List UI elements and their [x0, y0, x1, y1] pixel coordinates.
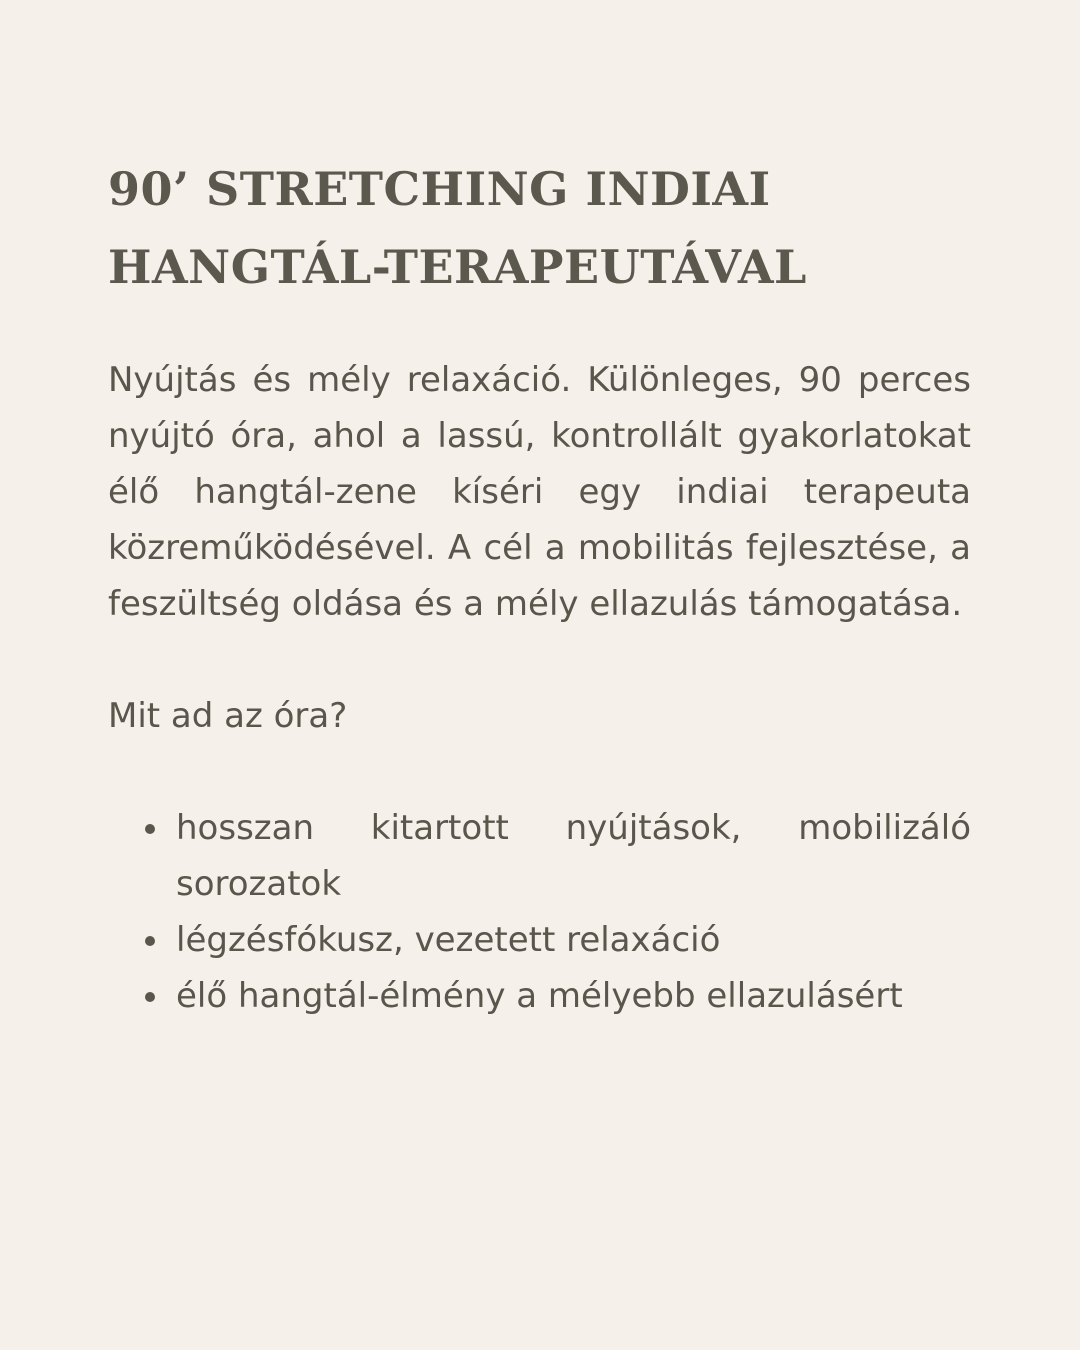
post-content: [108, 150, 971, 1024]
list-item: [108, 968, 971, 1024]
list-item: [108, 912, 971, 968]
list-item-text: légzésfókusz, vezetett relaxáció: [176, 920, 721, 960]
list-item-text: élő hangtál-élmény a mélyebb ellazulásért: [176, 976, 903, 1016]
section-question: Mit ad az óra?: [108, 696, 348, 736]
benefits-list: [108, 800, 971, 1024]
page-title: [108, 150, 971, 306]
title-line-2: HANGTÁL-TERAPEUTÁVAL: [108, 240, 807, 294]
list-item: [108, 800, 971, 912]
list-item-text: hosszan kitartott nyújtások, mobilizáló sorozatok: [176, 808, 971, 904]
intro-paragraph: Nyújtás és mély relaxáció. Különleges, 90 perces nyújtó óra, ahol a lassú, kontrollált gyakorlatokat élő hangtál-zene kíséri egy indiai terapeuta közreműködésével. A cél a mobilitás fejlesztése, a feszültség oldása és a mély ellazulás támogatása.: [108, 360, 971, 624]
title-line-1: 90’ STRETCHING INDIAI: [108, 162, 771, 216]
bullet-icon: [145, 936, 155, 946]
bullet-icon: [145, 824, 155, 834]
bullet-icon: [145, 992, 155, 1002]
